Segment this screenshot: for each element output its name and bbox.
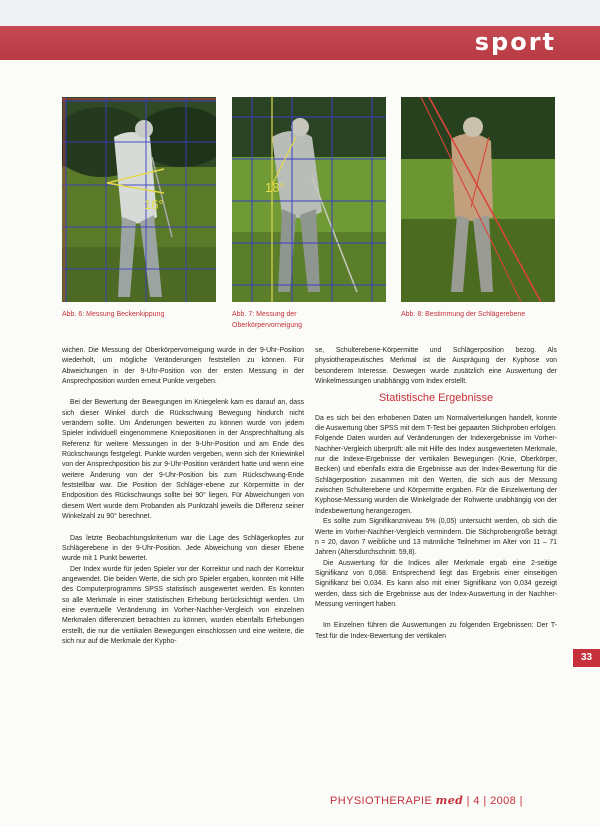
figure-7-photo xyxy=(232,97,386,302)
left-text-column xyxy=(62,346,304,647)
section-label: sport xyxy=(474,28,556,56)
paragraph: se, Schulterebene-Körpermitte und Schlägerposition bezog. Als physiotherapeutisches Merkmal ist die Ausprägung der Kyphose von besonderem Interesse. Deswegen wurde zusätzlich eine Auswertung der Winkelmessungen unabhängig vom Index erstellt. xyxy=(315,347,557,386)
paragraph: Es sollte zum Signifikanzniveau 5% (0,05) untersucht werden, ob sich die Werte im Vorher-Nachher-Vergleich vermindern. Die Stichprobengröße beträgt n = 20, davon 7 weibliche und 13 männliche Teilnehmer im Alter von 11 – 71 Jahren (Altersdurchschnitt: 59,8). xyxy=(315,518,557,557)
issue-year: 2008 xyxy=(490,795,517,807)
footer-separator: | xyxy=(519,795,523,807)
issue-number: 4 xyxy=(473,795,480,807)
paragraph: Bei der Bewertung der Bewegungen im Kniegelenk kam es darauf an, dass sich dieser Winkel durch die Rückschwung Bewegung hindurch nicht verändern sollte. Um Änderungen bewerten zu können wurde von jedem Spieler individuell eingenommene Kniepositionen in der Ansprechhaltung als Referenz für weitere Messungen in der 9-Uhr-Position und am Ende des Rückschwungs festgelegt. Punkte wurden vergeben, wenn sich der Kniewinkel von der Ansprechposition bis zur 9-Uhr-Position verändert hatte und wenn eine weitere Änderung von der 9-Uhr-Position bis zum Rückschwung-Ende feststellbar war. Die Position der Schläger-ebene zur Körpermitte in der Endposition des Rückschwungs sollte bei 90° liegen. Für Abweichungen von diesem Wert wurde dem Probanden als Punktzahl jeweils die Differenz seiner Winkelzahl zu 90° berechnet. xyxy=(62,399,304,521)
journal-brand-logo: med xyxy=(435,794,464,807)
paragraph: Das letzte Beobachtungskriterium war die Lage des Schlägerkopfes zur Schlägerebene in der 9-Uhr-Position. Jede Abweichung von dieser Ebene wurde mit 1 Punkt bewertet. xyxy=(62,534,304,563)
figure-8-photo xyxy=(401,97,555,302)
journal-footer xyxy=(330,794,523,807)
paragraph: Im Einzelnen führen die Auswertungen zu folgenden Ergebnissen: Der T-Test für die Index-Bewertung der vertikalen xyxy=(315,622,557,640)
figure-8-caption: Abb. 8: Bestimmung der Schlägerebene xyxy=(401,311,526,318)
journal-name: PHYSIOTHERAPIE xyxy=(330,795,433,807)
page-top-margin xyxy=(0,0,600,26)
footer-separator: | xyxy=(466,795,470,807)
paragraph: Der Index wurde für jeden Spieler vor der Korrektur und nach der Korrektur angewendet. Die beiden Werte, die sich pro Spieler ergaben, konnten mit Hilfe des Computerprogramms SPSS statistisch ausgewertet werden. Es konnten so alle Merkmale in einer statistischen Erhebung berücksichtigt werden. Um eine eventuelle Veränderung im Vorher-Nachher-Vergleich von einzelnen Merkmalen differenziert betrachten zu können, wurden ebenfalls Erhebungen erstellt, die nur die vertikalen Bewegungen einschlossen und eine weitere, die sich nur auf die Merkmale der Kypho- xyxy=(62,565,304,645)
figure-7-angle-label: 18° xyxy=(265,180,285,195)
paragraph: wichen. Die Messung der Oberkörpervorneigung wurde in der 9-Uhr-Position wiederholt, um mögliche Veränderungen feststellen zu können. Für Abweichungen in der 9-Uhr-Position von der ersten Messung in der Ansprechposition wurden erneut Punkte vergeben. xyxy=(62,347,304,386)
paragraph: Die Auswertung für die Indices aller Merkmale ergab eine 2-seitige Signifikanz von 0,068. Entsprechend liegt das Ergebnis einer einseitigen Signifikanz bei 0,034. Es kann also mit einer Signifikanz von 0,034 gezeigt werden, dass sich die Ergebnisse aus der Index-Auswertung in der Nachher-Messung verringert haben. xyxy=(315,559,557,608)
page-number: 33 xyxy=(573,649,600,667)
figure-6-photo xyxy=(62,97,216,302)
footer-separator: | xyxy=(483,795,487,807)
section-heading: Statistische Ergebnisse xyxy=(378,392,494,405)
paragraph: Da es sich bei den erhobenen Daten um Normalverteilungen handelt, konnte die Auswertung über SPSS mit dem T-Test bei gepaarten Stichproben erfolgen. Folgende Daten wurden auf Veränderungen der Indexergebnisse im Vorher-Nachher-Vergleich überprüft: alle mit Hilfe des Index ausgewerteten Merkmale, nur die Indexe-Ergebnisse der vertikalen Bewegungen (Knie, Oberkörper, Becken) und ebenfalls extra die Ergebnisse aus der Index-Bewertung für die Schlägerposition zusammen mit den Werten, die sich aus der Messung zwischen Schulterebene und Körpermitte ergaben. Für die Einzelwertung der Kyphose-Messung wurden die Winkelgrade der Rohwerte unabhängig von der Indexbewertung herangezogen. xyxy=(315,414,557,515)
figure-7-caption: Abb. 7: Messung der Oberkörpervorneigung xyxy=(232,311,303,329)
figure-6-caption: Abb. 6: Messung Beckenkippung xyxy=(62,311,165,318)
section-header-bar xyxy=(0,26,600,60)
figure-6-angle-label: 16° xyxy=(144,197,164,212)
right-text-column xyxy=(315,346,557,642)
